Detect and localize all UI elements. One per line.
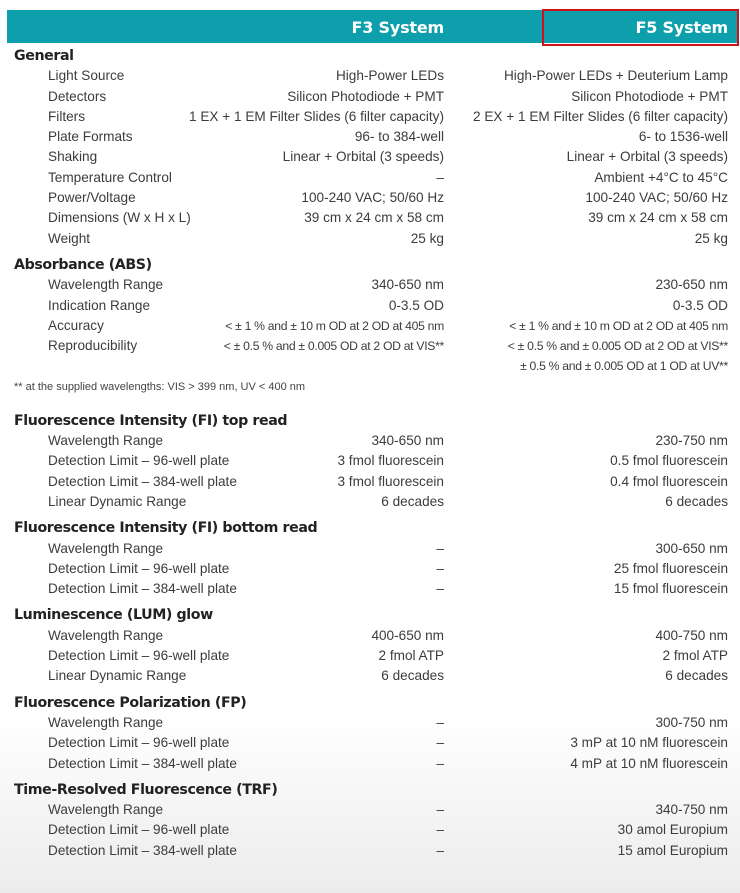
f5-value: 300-650 nm <box>655 540 728 556</box>
spec-row <box>0 147 740 167</box>
spec-row <box>0 229 740 249</box>
spec-label: Detection Limit – 384-well plate <box>48 755 237 771</box>
spec-row <box>0 66 740 86</box>
f5-value: 230-750 nm <box>655 433 728 449</box>
f3-value: – <box>436 842 444 858</box>
f5-value: ± 0.5 % and ± 0.005 OD at 1 OD at UV** <box>520 359 728 374</box>
spec-label: Detectors <box>48 88 107 104</box>
spec-label: Indication Range <box>48 297 151 313</box>
spec-label: Reproducibility <box>48 338 138 354</box>
f5-value: 4 mP at 10 nM fluorescein <box>570 755 728 771</box>
section-title-general: General <box>14 48 74 64</box>
spec-label: Weight <box>48 230 91 246</box>
spec-label: Detection Limit – 384-well plate <box>48 842 237 858</box>
f3-value: – <box>436 714 444 730</box>
spec-label: Wavelength Range <box>48 714 164 730</box>
f3-value: Silicon Photodiode + PMT <box>287 88 444 104</box>
spec-row <box>0 492 740 512</box>
f5-value: 2 EX + 1 EM Filter Slides (6 filter capacity) <box>473 108 728 124</box>
f3-value: 340-650 nm <box>371 433 444 449</box>
section-spacer <box>0 397 740 411</box>
f5-value: 2 fmol ATP <box>662 648 728 664</box>
f3-value: < ± 1 % and ± 10 m OD at 2 OD at 405 nm <box>225 318 444 333</box>
spec-row <box>0 336 740 356</box>
spec-label: Temperature Control <box>48 169 172 185</box>
section-title-fluorescence-polarization-fp: Fluorescence Polarization (FP) <box>14 694 247 711</box>
f5-value: 39 cm x 24 cm x 58 cm <box>588 210 728 226</box>
spec-row <box>0 713 740 733</box>
f3-value: 25 kg <box>410 230 444 246</box>
spec-row <box>0 87 740 107</box>
f3-value: – <box>436 802 444 818</box>
f5-value: High-Power LEDs + Deuterium Lamp <box>503 68 728 84</box>
spec-label: Detection Limit – 96-well plate <box>48 648 230 664</box>
f5-value: < ± 0.5 % and ± 0.005 OD at 2 OD at VIS** <box>507 339 728 354</box>
f3-value: – <box>436 735 444 751</box>
spec-row <box>0 168 740 188</box>
spec-row <box>0 107 740 127</box>
f5-value: 0-3.5 OD <box>672 297 728 313</box>
spec-row <box>0 296 740 316</box>
f3-value: – <box>436 822 444 838</box>
spec-label: Wavelength Range <box>48 627 164 643</box>
spec-label: Accuracy <box>48 317 104 333</box>
spec-label: Linear Dynamic Range <box>48 668 187 684</box>
spec-row <box>0 800 740 820</box>
f3-value: < ± 0.5 % and ± 0.005 OD at 2 OD at VIS** <box>223 339 444 354</box>
f5-value: 340-750 nm <box>655 802 728 818</box>
f3-value: 3 fmol fluorescein <box>337 453 444 469</box>
spec-label: Detection Limit – 384-well plate <box>48 581 237 597</box>
footnote: ** at the supplied wavelengths: VIS > 399 nm, UV < 400 nm <box>14 380 306 393</box>
spec-label: Detection Limit – 96-well plate <box>48 822 230 838</box>
f5-value: Ambient +4°C to 45°C <box>594 169 728 185</box>
f3-value: 1 EX + 1 EM Filter Slides (6 filter capacity) <box>189 108 444 124</box>
spec-row <box>0 733 740 753</box>
f5-value: 3 mP at 10 nM fluorescein <box>570 735 728 751</box>
f3-value: – <box>436 755 444 771</box>
spec-label: Shaking <box>48 149 98 165</box>
f5-value: 6- to 1536-well <box>638 129 728 145</box>
f3-value: 6 decades <box>381 668 444 684</box>
spec-row <box>0 754 740 774</box>
spec-label: Wavelength Range <box>48 540 164 556</box>
f3-value: 0-3.5 OD <box>388 297 444 313</box>
spec-row <box>0 208 740 228</box>
section-title-fluorescence-intensity-fi-bottom-read: Fluorescence Intensity (FI) bottom read <box>14 520 318 537</box>
spec-label: Power/Voltage <box>48 190 136 206</box>
f3-value: – <box>436 540 444 556</box>
spec-label: Plate Formats <box>48 129 133 145</box>
spec-label: Dimensions (W x H x L) <box>48 210 191 226</box>
f5-value: 6 decades <box>665 668 728 684</box>
f3-value: High-Power LEDs <box>335 68 444 84</box>
spec-label: Wavelength Range <box>48 433 164 449</box>
f5-value: 230-650 nm <box>655 277 728 293</box>
f5-value: < ± 1 % and ± 10 m OD at 2 OD at 405 nm <box>509 318 728 333</box>
f5-value: Linear + Orbital (3 speeds) <box>566 149 728 165</box>
f5-value: Silicon Photodiode + PMT <box>571 88 728 104</box>
f5-value: 300-750 nm <box>655 714 728 730</box>
spec-row <box>0 666 740 686</box>
spec-label: Linear Dynamic Range <box>48 493 187 509</box>
column-header-bar <box>7 10 737 43</box>
f3-value: 96- to 384-well <box>354 129 444 145</box>
f3-value: 6 decades <box>381 493 444 509</box>
f5-value: 100-240 VAC; 50/60 Hz <box>585 190 728 206</box>
f3-value: 3 fmol fluorescein <box>337 473 444 489</box>
f5-value: 15 amol Europium <box>617 842 728 858</box>
spec-row <box>0 539 740 559</box>
spec-row <box>0 127 740 147</box>
section-title-luminescence-lum-glow: Luminescence (LUM) glow <box>14 607 213 624</box>
section-title-fluorescence-intensity-fi-top-read: Fluorescence Intensity (FI) top read <box>14 412 288 429</box>
spec-label: Wavelength Range <box>48 277 164 293</box>
f5-value: 25 fmol fluorescein <box>613 560 728 576</box>
f5-value: 6 decades <box>665 493 728 509</box>
spec-row <box>0 646 740 666</box>
f5-value: 30 amol Europium <box>617 822 728 838</box>
f3-value: – <box>436 581 444 597</box>
f3-value: 2 fmol ATP <box>378 648 444 664</box>
spec-row <box>0 356 740 376</box>
spec-row <box>0 579 740 599</box>
f3-value: 100-240 VAC; 50/60 Hz <box>301 190 444 206</box>
f3-value: – <box>436 560 444 576</box>
section-title-absorbance-abs: Absorbance (ABS) <box>14 256 152 273</box>
spec-label: Detection Limit – 96-well plate <box>48 560 230 576</box>
spec-label: Detection Limit – 96-well plate <box>48 735 230 751</box>
spec-label: Detection Limit – 384-well plate <box>48 473 237 489</box>
f5-value: 15 fmol fluorescein <box>613 581 728 597</box>
spec-label: Light Source <box>48 68 125 84</box>
spec-row <box>0 559 740 579</box>
spec-row <box>0 431 740 451</box>
spec-row <box>0 820 740 840</box>
spec-row <box>0 626 740 646</box>
f3-value: Linear + Orbital (3 speeds) <box>282 149 444 165</box>
f3-value: 39 cm x 24 cm x 58 cm <box>304 210 444 226</box>
spec-label: Filters <box>48 108 86 124</box>
f3-value: – <box>436 169 444 185</box>
spec-row <box>0 316 740 336</box>
spec-row <box>0 188 740 208</box>
spec-label: Wavelength Range <box>48 802 164 818</box>
section-title-time-resolved-fluorescence-trf: Time-Resolved Fluorescence (TRF) <box>14 781 278 798</box>
spec-row <box>0 451 740 471</box>
spec-row <box>0 841 740 861</box>
f3-value: 340-650 nm <box>371 277 444 293</box>
spec-label: Detection Limit – 96-well plate <box>48 453 230 469</box>
spec-table <box>0 46 740 861</box>
f5-system-header: F5 System <box>635 18 728 37</box>
f5-value: 25 kg <box>694 230 728 246</box>
f5-value: 0.5 fmol fluorescein <box>610 453 728 469</box>
f3-system-header: F3 System <box>351 18 444 37</box>
f5-value: 400-750 nm <box>655 627 728 643</box>
f5-value: 0.4 fmol fluorescein <box>610 473 728 489</box>
spec-row <box>0 275 740 295</box>
f3-value: 400-650 nm <box>371 627 444 643</box>
spec-row <box>0 472 740 492</box>
